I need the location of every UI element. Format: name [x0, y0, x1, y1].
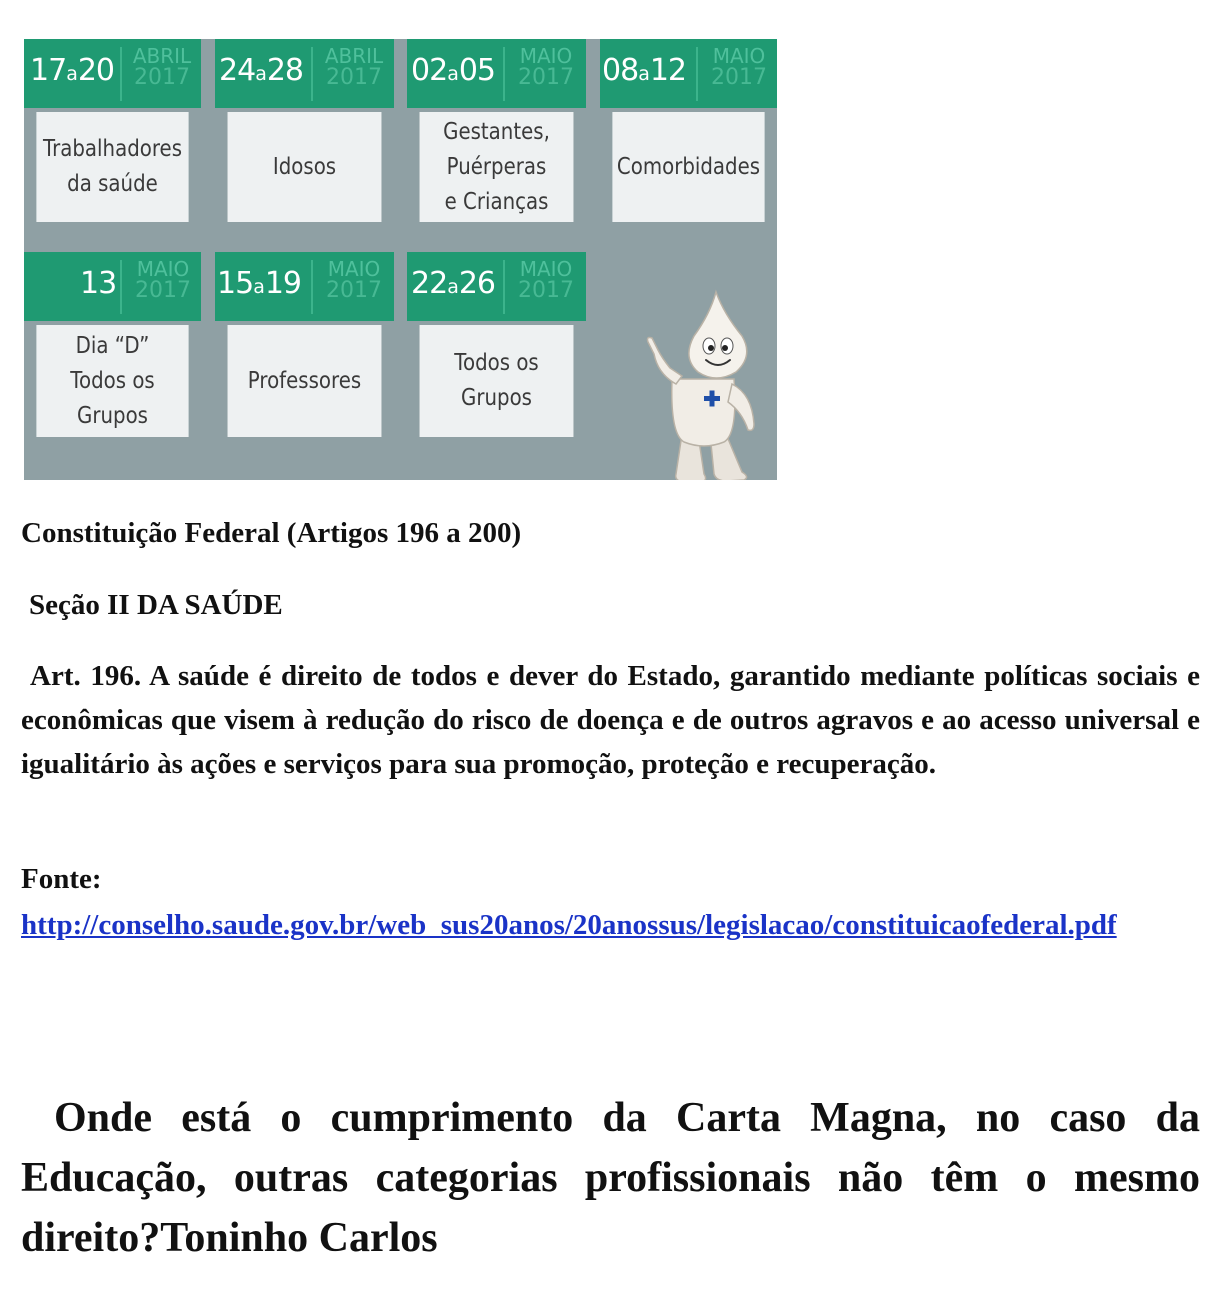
month-year: MAIO 2017	[711, 44, 767, 90]
month-year: ABRIL 2017	[324, 44, 384, 90]
target-group: Comorbidades	[612, 112, 764, 222]
article-text: Art. 196. A saúde é direito de todos e dever do Estado, garantido mediante políticas sociais e econômicas que visem à redução do risco de doença e de outros agravos e ao acesso universal e igualitário às ações e serviços para sua promoção, proteção e recuperação.	[21, 660, 1200, 780]
calendar-cell-header	[215, 39, 394, 108]
month-year: MAIO 2017	[518, 257, 574, 303]
calendar-cell-header	[407, 39, 586, 108]
date-range: 15a19	[217, 266, 302, 301]
date-range: 17a20	[30, 53, 115, 88]
closing-text: Onde está o cumprimento da Carta Magna, no caso da Educação, outras categorias profissionais não têm o mesmo direito?Toninho Carlos	[21, 1095, 1200, 1261]
date-range: 02a05	[411, 53, 496, 88]
date-range: 24a28	[219, 53, 304, 88]
calendar-cell	[24, 39, 201, 222]
month-year: MAIO 2017	[518, 44, 574, 90]
calendar-cell	[600, 39, 777, 222]
calendar-cell-header	[407, 252, 586, 321]
month-year: MAIO 2017	[135, 257, 191, 303]
calendar-cell-header	[600, 39, 777, 108]
date-range: 08a12	[602, 53, 687, 88]
calendar-cell-header	[24, 39, 201, 108]
calendar-cell	[407, 39, 586, 222]
section-title: Seção II DA SAÚDE	[29, 589, 283, 621]
month-year: MAIO 2017	[326, 257, 382, 303]
source-link[interactable]: http://conselho.saude.gov.br/web_sus20anos/20anossus/legislacao/constituicaofederal.pdf	[21, 909, 1117, 941]
calendar-cell-header	[24, 252, 201, 321]
calendar-cell	[215, 252, 394, 437]
target-group: Gestantes, Puérperas e Crianças	[420, 112, 574, 222]
calendar-cell-header	[215, 252, 394, 321]
target-group: Dia “D” Todos os Grupos	[36, 325, 188, 437]
mascot-icon	[624, 284, 777, 480]
date-range: 13	[80, 266, 117, 301]
target-group: Trabalhadores da saúde	[36, 112, 188, 222]
month-year: ABRIL 2017	[132, 44, 192, 90]
target-group: Todos os Grupos	[420, 325, 574, 437]
calendar-cell	[215, 39, 394, 222]
source-label: Fonte:	[21, 863, 102, 895]
article-paragraph	[21, 654, 1200, 786]
date-range: 22a26	[411, 266, 496, 301]
document-heading: Constituição Federal (Artigos 196 a 200)	[21, 517, 522, 549]
target-group: Idosos	[228, 112, 382, 222]
vaccination-calendar-banner	[24, 39, 777, 480]
calendar-cell	[24, 252, 201, 437]
calendar-cell	[407, 252, 586, 437]
target-group: Professores	[228, 325, 382, 437]
closing-paragraph	[21, 1088, 1200, 1268]
